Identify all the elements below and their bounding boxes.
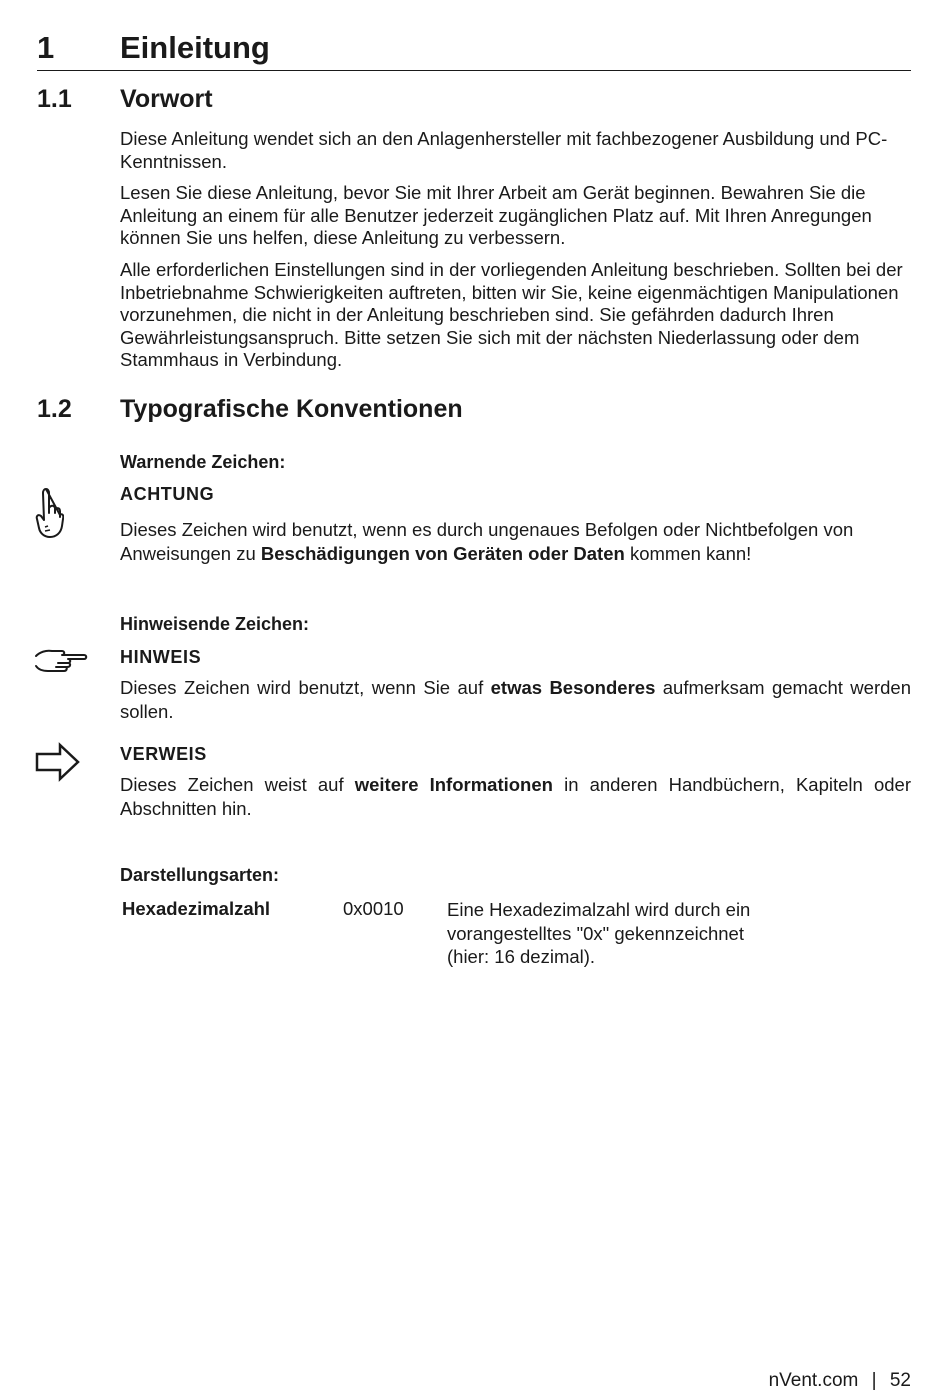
footer-site: nVent.com <box>768 1370 859 1391</box>
pointing-hand-right-icon <box>34 646 88 683</box>
page-number: 52 <box>889 1370 911 1391</box>
vorwort-paragraph-2: Lesen Sie diese Anleitung, bevor Sie mit Ihrer Arbeit am Gerät beginnen. Bewahren Sie die Anleitung an einem für alle Benutzer jederzeit zugänglichen Platz auf. Mit Ihren Anregungen können Sie uns helfen, diese Anleitung zu verbessern. <box>120 182 872 248</box>
vorwort-paragraph-3: Alle erforderlichen Einstellungen sind in der vorliegenden Anleitung beschrieben. Sollten bei der Inbetriebnahme Schwierigkeiten auftreten, bitten wir Sie, keine eigenmächtigen Manipulationen vorzunehmen, die nicht in der Anleitung beschrieben sind. Sie gefährden dadurch Ihren Gewährleistungsanspruch. Bitte setzen Sie sich mit der nächsten Niederlassung oder dem Stammhaus in Verbindung. <box>120 259 903 370</box>
hint-signs-heading: Hinweisende Zeichen: <box>120 614 310 634</box>
hinweis-text: Dieses Zeichen wird benutzt, wenn Sie auf etwas Besonderes aufmerksam gemacht werden sollen. <box>120 677 911 722</box>
verweis-text: Dieses Zeichen weist auf weitere Informationen in anderen Handbüchern, Kapiteln oder Abschnitten hin. <box>120 774 911 819</box>
hex-description: Eine Hexadezimalzahl wird durch ein vorangestelltes "0x" gekennzeichnet (hier: 16 dezimal). <box>447 899 751 967</box>
verweis-label: VERWEIS <box>120 744 207 764</box>
footer-separator: | <box>871 1370 877 1391</box>
hinweis-label: HINWEIS <box>120 647 202 667</box>
hex-example: 0x0010 <box>343 898 404 919</box>
warning-signs-heading: Warnende Zeichen: <box>120 452 286 472</box>
hex-term: Hexadezimalzahl <box>122 898 271 919</box>
pointing-finger-up-icon <box>34 486 64 545</box>
vorwort-paragraph-1: Diese Anleitung wendet sich an den Anlagenhersteller mit fachbezogener Ausbildung und PC-Kenntnissen. <box>120 128 888 172</box>
chapter-number: 1 <box>37 30 55 65</box>
section-number-1-2: 1.2 <box>37 395 72 423</box>
display-types-heading: Darstellungsarten: <box>120 865 280 885</box>
page-footer <box>769 1370 911 1392</box>
chapter-rule <box>37 70 911 71</box>
section-number-1-1: 1.1 <box>37 85 72 113</box>
chapter-title: Einleitung <box>120 30 270 65</box>
arrow-right-outline-icon <box>34 742 82 787</box>
achtung-label: ACHTUNG <box>120 484 215 504</box>
achtung-text: Dieses Zeichen wird benutzt, wenn es durch ungenaues Befolgen oder Nichtbefolgen von Anweisungen zu Beschädigungen von Geräten oder Daten kommen kann! <box>120 519 854 564</box>
section-title-typografische-konventionen: Typografische Konventionen <box>120 395 463 423</box>
section-title-vorwort: Vorwort <box>120 85 213 113</box>
